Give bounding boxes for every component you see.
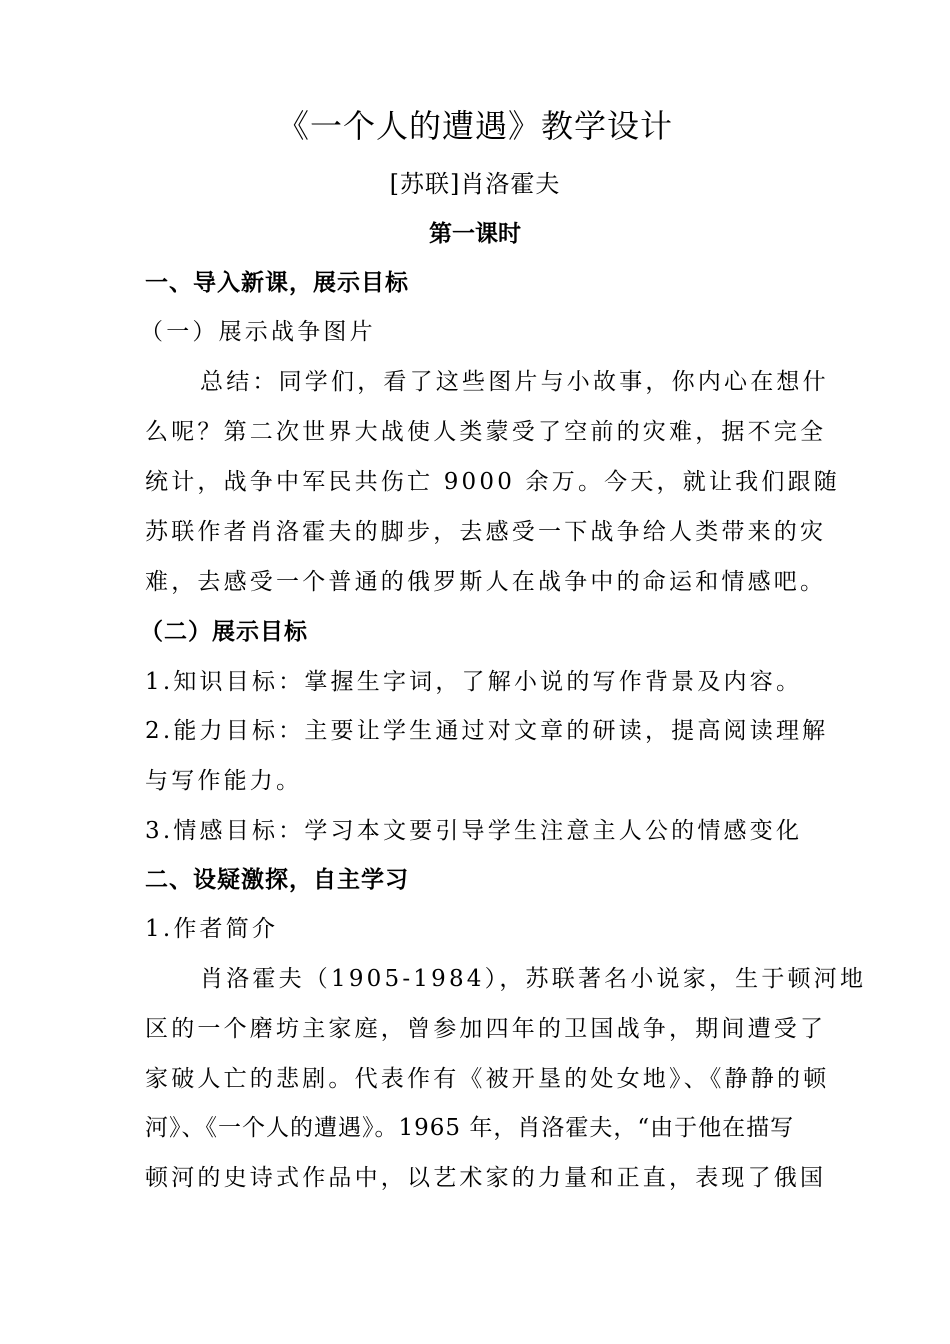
subsection-author-intro: 1.作者简介 bbox=[145, 916, 279, 942]
summary-line-2: 么呢？第二次世界大战使人类蒙受了空前的灾难，据不完全 bbox=[145, 419, 827, 445]
bio-line-3: 家破人亡的悲剧。代表作有《被开垦的处女地》、《静静的顿 bbox=[145, 1066, 830, 1092]
section-heading-2: 二、设疑激探，自主学习 bbox=[145, 867, 409, 893]
goal-emotion: 3.情感目标：学习本文要引导学生注意主人公的情感变化 bbox=[145, 818, 803, 844]
document-author: [苏联]肖洛霍夫 bbox=[389, 170, 561, 198]
subsection-heading-2: （二）展示目标 bbox=[140, 619, 308, 645]
subsection-heading-1: （一）展示战争图片 bbox=[140, 319, 376, 345]
lesson-heading: 第一课时 bbox=[429, 221, 521, 247]
section-heading-1: 一、导入新课，展示目标 bbox=[145, 270, 409, 296]
bio-line-4: 河》、《一个人的遭遇》。1965 年，肖洛霍夫，“由于他在描写 bbox=[145, 1115, 795, 1141]
goal-knowledge: 1.知识目标：掌握生字词，了解小说的写作背景及内容。 bbox=[145, 669, 803, 695]
goal-ability-line-1: 2.能力目标：主要让学生通过对文章的研读，提高阅读理解 bbox=[145, 718, 829, 744]
bio-line-1: 肖洛霍夫（1905-1984），苏联著名小说家，生于顿河地 bbox=[200, 966, 867, 992]
bio-line-5: 顿河的史诗式作品中，以艺术家的力量和正直，表现了俄国 bbox=[145, 1165, 827, 1191]
summary-line-4: 苏联作者肖洛霍夫的脚步，去感受一下战争给人类带来的灾 bbox=[145, 519, 827, 545]
summary-line-3: 统计，战争中军民共伤亡 9000 余万。今天，就让我们跟随 bbox=[145, 469, 840, 495]
summary-line-5: 难，去感受一个普通的俄罗斯人在战争中的命运和情感吧。 bbox=[145, 569, 827, 595]
goal-ability-line-2: 与写作能力。 bbox=[145, 768, 303, 794]
document-title: 《一个人的遭遇》教学设计 bbox=[276, 107, 673, 145]
summary-line-1: 总结：同学们，看了这些图片与小故事，你内心在想什 bbox=[200, 369, 829, 395]
bio-line-2: 区的一个磨坊主家庭，曾参加四年的卫国战争，期间遭受了 bbox=[145, 1016, 827, 1042]
